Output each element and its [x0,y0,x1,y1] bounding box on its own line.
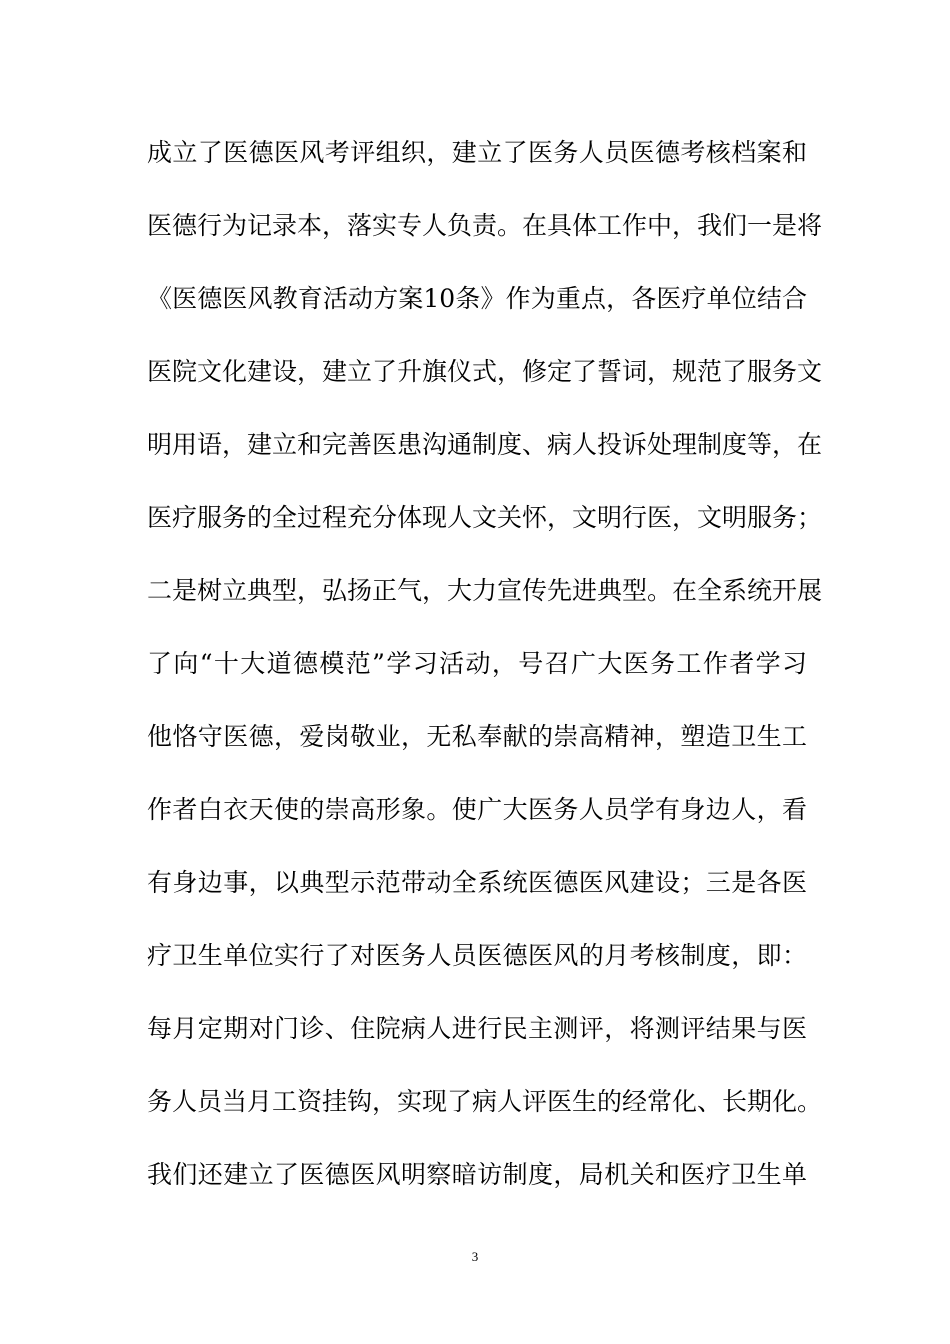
text-line: 医疗服务的全过程充分体现人文关怀，文明行医，文明服务； [147,503,823,532]
text-line: 成立了医德医风考评组织，建立了医务人员医德考核档案和 [147,138,807,167]
text-line: 务人员当月工资挂钩，实现了病人评医生的经常化、长期化。 [147,1087,823,1116]
text-line: 医院文化建设，建立了升旗仪式，修定了誓词，规范了服务文 [147,357,823,386]
text-line: 了向“十大道德模范”学习活动，号召广大医务工作者学习 [147,649,807,678]
text-line: 每月定期对门诊、住院病人进行民主测评，将测评结果与医 [147,1014,807,1043]
page-number: 3 [471,1249,479,1264]
text-line: 二是树立典型，弘扬正气，大力宣传先进典型。在全系统开展 [147,576,823,605]
text-line: 我们还建立了医德医风明察暗访制度，局机关和医疗卫生单 [147,1160,807,1189]
text-line: 疗卫生单位实行了对医务人员医德医风的月考核制度，即： [147,941,807,970]
text-line: 作者白衣天使的崇高形象。使广大医务人员学有身边人，看 [147,795,807,824]
text-line: 医德行为记录本，落实专人负责。在具体工作中，我们一是将 [147,211,823,240]
body-text [147,123,823,1218]
text-line: 有身边事，以典型示范带动全系统医德医风建设；三是各医 [147,868,807,897]
text-line: 他恪守医德，爱岗敬业，无私奉献的崇高精神，塑造卫生工 [147,722,807,751]
text-line: 明用语，建立和完善医患沟通制度、病人投诉处理制度等，在 [147,430,823,459]
text-line: 《医德医风教育活动方案10条》作为重点，各医疗单位结合 [147,284,807,313]
